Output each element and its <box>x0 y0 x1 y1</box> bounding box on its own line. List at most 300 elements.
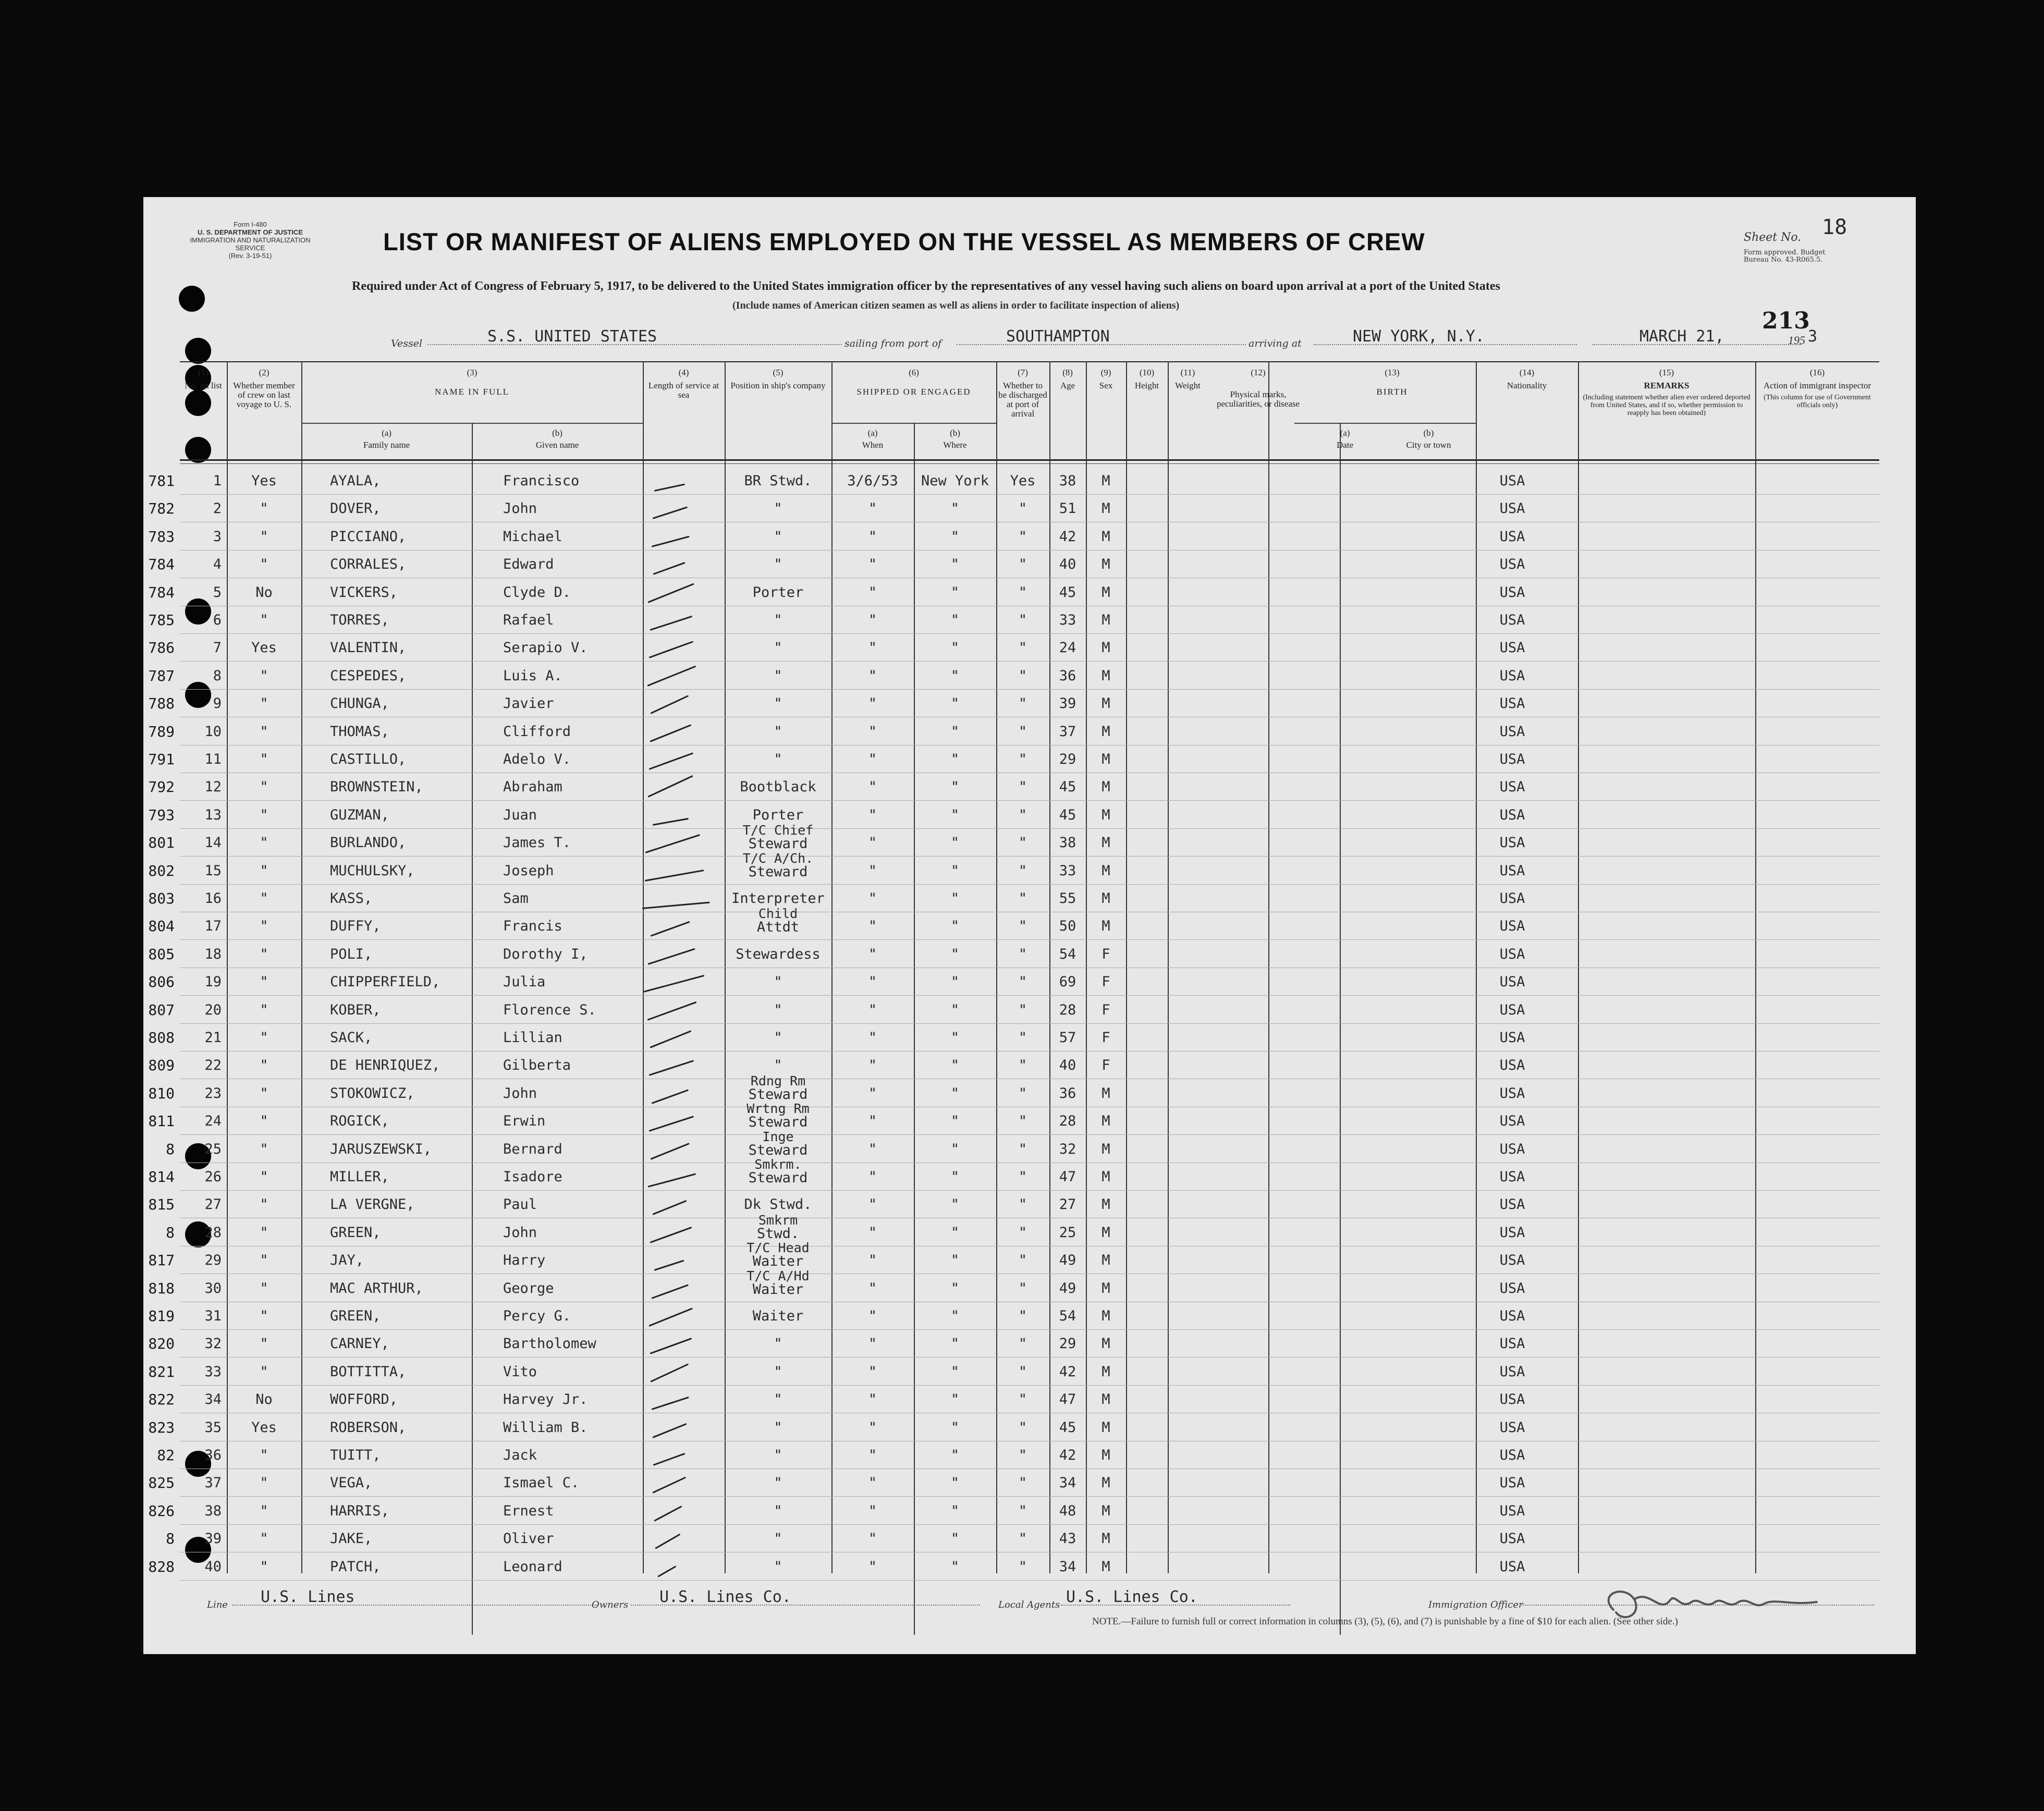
position: " <box>774 1502 782 1519</box>
family-name: CHIPPERFIELD, <box>330 974 440 990</box>
shipped-when: " <box>868 1001 877 1018</box>
previous-voyage: " <box>260 862 268 879</box>
shipped-when: " <box>868 1308 877 1324</box>
age: 42 <box>1059 1447 1076 1463</box>
sequence-number: 825 <box>148 1474 175 1492</box>
discharged: " <box>1018 1085 1027 1102</box>
shipped-where: " <box>950 1196 960 1213</box>
sex: M <box>1101 1252 1110 1269</box>
position: Steward <box>748 863 808 880</box>
sex: M <box>1101 1085 1110 1102</box>
family-name: MUCHULSKY, <box>330 862 415 879</box>
shipped-where: " <box>950 1113 960 1130</box>
footer-note: NOTE.—Failure to furnish full or correct information in columns (3), (5), (6), and (7) is punishable by a fine of $10 for each alien. (See other side.) <box>1092 1616 1678 1627</box>
given-name: Harry <box>503 1252 546 1269</box>
shipped-when: " <box>868 1113 877 1130</box>
sex: M <box>1101 890 1110 907</box>
shipped-where: " <box>950 500 960 517</box>
family-name: AYALA, <box>330 473 381 489</box>
given-name: Sam <box>503 890 529 907</box>
year-prefix: 195 <box>1788 334 1805 347</box>
sequence-number: 801 <box>148 834 175 852</box>
family-name: VEGA, <box>330 1475 373 1491</box>
previous-voyage: " <box>260 1001 268 1018</box>
list-number: 34 <box>204 1391 222 1408</box>
family-name: VALENTIN, <box>330 640 407 656</box>
shipped-where: " <box>950 806 960 823</box>
family-name: GUZMAN, <box>330 806 389 823</box>
shipped-where: " <box>950 1030 960 1046</box>
header-c13-number: (13) <box>1385 368 1400 377</box>
sequence-number: 828 <box>148 1558 175 1575</box>
sequence-number: 819 <box>148 1307 175 1325</box>
list-number: 4 <box>213 556 222 573</box>
sex: M <box>1101 1447 1110 1463</box>
family-name: PATCH, <box>330 1558 381 1575</box>
sequence-number: 784 <box>148 556 175 573</box>
previous-voyage: Yes <box>251 640 277 656</box>
previous-voyage: " <box>260 946 268 962</box>
shipped-when: " <box>868 1280 877 1296</box>
shipped-when: " <box>868 1447 877 1463</box>
shipped-when: " <box>868 528 877 545</box>
nationality: USA <box>1499 500 1525 517</box>
shipped-where: " <box>950 779 960 796</box>
position-line-1: Wrtng Rm <box>746 1101 810 1117</box>
legal-requirement-text: Required under Act of Congress of February 5, 1917, to be delivered to the United States immigration officer by the representatives of any vessel having such aliens on board upon arrival at a port of the United States <box>352 279 1500 293</box>
service-tick-mark <box>649 1060 694 1076</box>
nationality: USA <box>1499 751 1525 767</box>
given-name: John <box>503 500 537 517</box>
discharged: " <box>1018 1224 1027 1241</box>
table-row <box>148 973 1879 1002</box>
sex: M <box>1101 695 1110 712</box>
table-row <box>166 1530 1879 1559</box>
family-name: TUITT, <box>330 1447 381 1463</box>
table-row <box>148 528 1879 557</box>
sequence-number: 805 <box>148 945 175 963</box>
list-number: 25 <box>204 1141 222 1157</box>
list-number: 23 <box>204 1085 222 1102</box>
given-name: Erwin <box>503 1113 546 1130</box>
sex: M <box>1101 751 1110 767</box>
position: Waiter <box>752 1308 804 1324</box>
service-tick-mark <box>648 752 693 770</box>
position-line-1: T/C A/Ch. <box>742 850 814 866</box>
position: " <box>774 1030 782 1046</box>
header-c7-label: Whether to be discharged at port of arrival <box>998 381 1047 419</box>
arrival-port: NEW YORK, N.Y. <box>1353 327 1485 346</box>
header-c13b-number: (b) <box>1423 428 1434 438</box>
nationality: USA <box>1499 806 1525 823</box>
position: Steward <box>748 1142 808 1158</box>
shipped-when: " <box>868 1502 877 1519</box>
service-tick-mark <box>651 1143 690 1160</box>
previous-voyage: " <box>260 1502 268 1519</box>
list-number: 19 <box>204 974 222 990</box>
nationality: USA <box>1499 556 1525 573</box>
shipped-when: " <box>868 1030 877 1046</box>
age: 32 <box>1059 1141 1076 1157</box>
shipped-where: " <box>950 1280 960 1296</box>
position: " <box>774 667 782 684</box>
sex: M <box>1101 779 1110 796</box>
list-number: 2 <box>213 500 222 517</box>
position: Dk Stwd. <box>744 1196 812 1213</box>
punch-hole <box>179 286 205 312</box>
discharged: " <box>1018 1280 1027 1296</box>
previous-voyage: " <box>260 1057 268 1074</box>
header-c12-label: Physical marks, peculiarities, or disease <box>1216 389 1300 409</box>
list-number: 29 <box>204 1252 222 1269</box>
table-row <box>148 945 1879 974</box>
given-name: Clifford <box>503 723 571 740</box>
given-name: Adelo V. <box>503 751 571 767</box>
position: " <box>774 1363 782 1380</box>
age: 50 <box>1059 918 1076 935</box>
service-tick-mark <box>652 535 690 547</box>
position: Stwd. <box>756 1225 800 1242</box>
nationality: USA <box>1499 1475 1525 1491</box>
shipped-where: " <box>950 1336 960 1352</box>
nationality: USA <box>1499 890 1525 907</box>
header-c6b-number: (b) <box>950 428 960 438</box>
table-row <box>148 1418 1879 1448</box>
service-tick-mark <box>653 562 686 575</box>
previous-voyage: " <box>260 723 268 740</box>
nationality: USA <box>1499 667 1525 684</box>
header-c8-number: (8) <box>1062 368 1073 377</box>
position: " <box>774 640 782 656</box>
shipped-when: " <box>868 723 877 740</box>
sex: M <box>1101 835 1110 851</box>
given-name: Bartholomew <box>503 1336 596 1352</box>
sequence-number: 818 <box>148 1279 175 1297</box>
age: 34 <box>1059 1558 1076 1575</box>
age: 28 <box>1059 1113 1076 1130</box>
shipped-where: " <box>950 1419 960 1436</box>
shipped-when: " <box>868 1419 877 1436</box>
family-name: GREEN, <box>330 1308 381 1324</box>
header-c13b-label: City or town <box>1406 440 1451 450</box>
table-row <box>148 472 1879 501</box>
given-name: Luis A. <box>503 667 562 684</box>
given-name: Edward <box>503 556 554 573</box>
header-c3-number: (3) <box>467 368 478 377</box>
header-c8-label: Age <box>1060 381 1075 390</box>
given-name: Javier <box>503 695 554 712</box>
previous-voyage: " <box>260 779 268 796</box>
shipped-where: " <box>950 835 960 851</box>
table-row <box>148 556 1879 584</box>
header-c5-label: Position in ship's company <box>730 381 826 390</box>
nationality: USA <box>1499 1447 1525 1463</box>
discharged: " <box>1018 779 1027 796</box>
sex: F <box>1101 974 1110 990</box>
previous-voyage: " <box>260 1531 268 1547</box>
shipped-when: " <box>868 1252 877 1269</box>
header-c4-label: Length of service at sea <box>648 381 719 400</box>
age: 45 <box>1059 1419 1076 1436</box>
age: 39 <box>1059 695 1076 712</box>
discharged: " <box>1018 1169 1027 1185</box>
position: " <box>774 1419 782 1436</box>
shipped-when: " <box>868 500 877 517</box>
header-c4-number: (4) <box>678 368 689 377</box>
header-c2-label: Whether member of crew on last voyage to U. S. <box>233 381 295 409</box>
position: " <box>774 1057 782 1074</box>
shipped-where: " <box>950 890 960 907</box>
header-c16-sub: (This column for use of Government officials only) <box>1764 394 1871 409</box>
sex: M <box>1101 1169 1110 1185</box>
family-name: BURLANDO, <box>330 835 407 851</box>
position: " <box>774 528 782 545</box>
header-c12-number: (12) <box>1251 368 1266 377</box>
family-name: PICCIANO, <box>330 528 407 545</box>
service-tick-mark <box>652 1397 689 1410</box>
shipped-when: " <box>868 1057 877 1074</box>
service-tick-mark <box>642 902 710 909</box>
position: " <box>774 1391 782 1408</box>
sex: M <box>1101 1475 1110 1491</box>
table-row <box>148 1474 1879 1503</box>
sex: M <box>1101 528 1110 545</box>
header-c2-number: (2) <box>259 368 270 377</box>
service-tick-mark <box>652 507 688 519</box>
table-row <box>148 906 1879 946</box>
family-name: CORRALES, <box>330 556 407 573</box>
sequence-number: 791 <box>148 751 175 768</box>
position-line-1: Child <box>758 906 798 922</box>
table-row <box>148 806 1879 835</box>
sequence-number: 8 <box>166 1530 175 1548</box>
discharged: " <box>1018 556 1027 573</box>
shipped-when: " <box>868 1531 877 1547</box>
age: 49 <box>1059 1280 1076 1296</box>
age: 40 <box>1059 1057 1076 1074</box>
manifest-sheet <box>143 197 1916 1654</box>
header-c6-number: (6) <box>909 368 919 377</box>
line-name: U.S. Lines <box>261 1588 355 1606</box>
table-row <box>157 1447 1879 1475</box>
service-tick-mark <box>652 1200 687 1215</box>
discharged: " <box>1018 1475 1027 1491</box>
position: Stewardess <box>736 946 821 962</box>
list-number: 39 <box>204 1531 222 1547</box>
list-number: 7 <box>213 640 222 656</box>
sex: M <box>1101 584 1110 601</box>
header-c6a-number: (a) <box>867 428 878 438</box>
shipped-where: " <box>950 862 960 879</box>
discharged: " <box>1018 835 1027 851</box>
family-name: JAKE, <box>330 1531 373 1547</box>
family-name: LA VERGNE, <box>330 1196 415 1213</box>
shipped-where: " <box>950 1558 960 1575</box>
previous-voyage: No <box>255 1391 273 1408</box>
family-name: ROGICK, <box>330 1113 389 1130</box>
alternate-sheet-number: 213 <box>1762 308 1810 334</box>
family-name: DUFFY, <box>330 918 381 935</box>
sex: M <box>1101 1113 1110 1130</box>
age: 29 <box>1059 751 1076 767</box>
nationality: USA <box>1499 862 1525 879</box>
shipped-when: " <box>868 918 877 935</box>
service-tick-mark <box>652 818 688 826</box>
table-row <box>148 1240 1879 1280</box>
shipped-when: " <box>868 667 877 684</box>
given-name: Juan <box>503 806 537 823</box>
discharged: " <box>1018 1419 1027 1436</box>
service-tick-mark <box>648 1307 693 1326</box>
previous-voyage: " <box>260 1169 268 1185</box>
previous-voyage: " <box>260 974 268 990</box>
sequence-number: 786 <box>148 639 175 657</box>
position: " <box>774 1336 782 1352</box>
include-note: (Include names of American citizen seamen as well as aliens in order to facilitate inspection of aliens) <box>732 300 1180 311</box>
sequence-number: 814 <box>148 1168 175 1185</box>
sex: M <box>1101 1391 1110 1408</box>
previous-voyage: " <box>260 1363 268 1380</box>
list-number: 37 <box>204 1475 222 1491</box>
table-row <box>148 1101 1879 1141</box>
position: Porter <box>752 806 804 823</box>
service-tick-mark <box>649 1116 694 1132</box>
position: " <box>774 500 782 517</box>
family-name: KASS, <box>330 890 373 907</box>
discharged: " <box>1018 1558 1027 1575</box>
position: Porter <box>752 584 804 601</box>
sex: M <box>1101 918 1110 935</box>
age: 38 <box>1059 473 1076 489</box>
list-number: 15 <box>204 862 222 879</box>
position-line-1: T/C A/Hd <box>746 1268 810 1283</box>
given-name: Harvey Jr. <box>503 1391 588 1408</box>
given-name: Paul <box>503 1196 537 1213</box>
header-c1-number: (1) <box>198 368 209 377</box>
sheet-number: 18 <box>1822 215 1847 239</box>
given-name: Florence S. <box>503 1001 596 1018</box>
nationality: USA <box>1499 1308 1525 1324</box>
agents-name: U.S. Lines Co. <box>1066 1588 1198 1606</box>
shipped-when: " <box>868 862 877 879</box>
family-name: CHUNGA, <box>330 695 389 712</box>
sex: M <box>1101 1363 1110 1380</box>
family-name: CESPEDES, <box>330 667 407 684</box>
table-row <box>148 1057 1879 1085</box>
shipped-when: " <box>868 1224 877 1241</box>
sequence-number: 822 <box>148 1391 175 1409</box>
table-row <box>148 850 1879 891</box>
header-c6b-label: Where <box>943 440 967 450</box>
sequence-number: 783 <box>148 528 175 545</box>
table-row <box>148 1268 1879 1308</box>
discharged: " <box>1018 667 1027 684</box>
age: 54 <box>1059 946 1076 962</box>
sex: M <box>1101 1531 1110 1547</box>
list-number: 17 <box>204 918 222 935</box>
discharged: " <box>1018 723 1027 740</box>
position: Steward <box>748 1170 808 1186</box>
header-c3a-number: (a) <box>382 428 391 438</box>
discharged: " <box>1018 1502 1027 1519</box>
shipped-where: " <box>950 695 960 712</box>
family-name: KOBER, <box>330 1001 381 1018</box>
shipped-where: " <box>950 1391 960 1408</box>
nationality: USA <box>1499 1391 1525 1408</box>
age: 48 <box>1059 1502 1076 1519</box>
age: 42 <box>1059 528 1076 545</box>
nationality: USA <box>1499 1252 1525 1269</box>
position: " <box>774 723 782 740</box>
nationality: USA <box>1499 918 1525 935</box>
table-row <box>148 1029 1879 1058</box>
discharged: " <box>1018 584 1027 601</box>
age: 45 <box>1059 806 1076 823</box>
list-number: 27 <box>204 1196 222 1213</box>
list-number: 31 <box>204 1308 222 1324</box>
table-row <box>148 1073 1879 1113</box>
shipped-when: " <box>868 946 877 962</box>
header-c13-label: BIRTH <box>1376 387 1408 397</box>
given-name: Ismael C. <box>503 1475 580 1491</box>
previous-voyage: No <box>255 584 273 601</box>
previous-voyage: " <box>260 918 268 935</box>
sequence-number: 817 <box>148 1252 175 1269</box>
previous-voyage: " <box>260 667 268 684</box>
sex: F <box>1101 1057 1110 1074</box>
nationality: USA <box>1499 473 1525 489</box>
age: 45 <box>1059 779 1076 796</box>
sex: M <box>1101 1336 1110 1352</box>
shipped-when: " <box>868 695 877 712</box>
header-c10-label: Height <box>1134 381 1159 390</box>
age: 36 <box>1059 667 1076 684</box>
age: 29 <box>1059 1336 1076 1352</box>
header-c3b-number: (b) <box>552 428 562 438</box>
service-tick-mark <box>647 1001 696 1020</box>
header-c10-number: (10) <box>1139 368 1155 377</box>
service-tick-mark <box>650 616 692 631</box>
sequence-number: 803 <box>148 890 175 907</box>
list-number: 22 <box>204 1057 222 1074</box>
previous-voyage: " <box>260 1085 268 1102</box>
service-tick-mark <box>651 1363 689 1382</box>
table-row <box>148 1196 1879 1225</box>
position: " <box>774 1447 782 1463</box>
position-line-1: Inge <box>762 1129 794 1144</box>
position: Waiter <box>752 1253 804 1270</box>
family-name: DE HENRIQUEZ, <box>330 1057 440 1074</box>
age: 33 <box>1059 612 1076 628</box>
sequence-number: 823 <box>148 1418 175 1436</box>
form-number: Form I-480 <box>234 221 267 228</box>
list-number: 14 <box>204 835 222 851</box>
nationality: USA <box>1499 640 1525 656</box>
age: 51 <box>1059 500 1076 517</box>
sequence-number: 784 <box>148 583 175 601</box>
shipped-when: " <box>868 1558 877 1575</box>
nationality: USA <box>1499 612 1525 628</box>
family-name: TORRES, <box>330 612 389 628</box>
previous-voyage: " <box>260 1252 268 1269</box>
position: " <box>774 751 782 767</box>
given-name: James T. <box>503 835 571 851</box>
shipped-where: " <box>950 974 960 990</box>
nationality: USA <box>1499 1419 1525 1436</box>
service-tick-mark <box>653 1453 686 1466</box>
age: 37 <box>1059 723 1076 740</box>
sequence-number: 802 <box>148 862 175 879</box>
